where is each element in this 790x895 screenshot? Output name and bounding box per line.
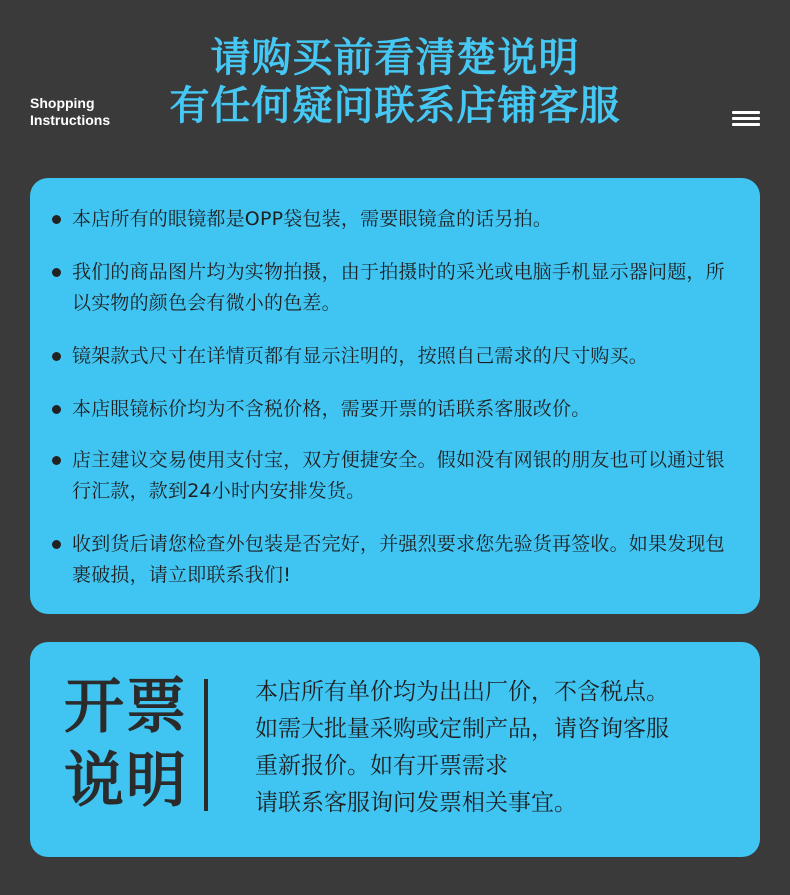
brand-label [30, 95, 110, 129]
note-text: 收到货后请您检查外包装是否完好，并强烈要求您先验货再签收。如果发现包裹破损，请立即联系我们! [72, 533, 725, 586]
note-text: 镜架款式尺寸在详情页都有显示注明的，按照自己需求的尺寸购买。 [72, 345, 649, 367]
list-item [52, 445, 740, 507]
bullet-icon [52, 405, 61, 414]
list-item [52, 204, 740, 235]
title-line-1: 请购买前看清楚说明 [210, 35, 580, 81]
brand-line-1: Shopping [30, 95, 95, 111]
invoice-card [30, 642, 760, 857]
vertical-divider [204, 679, 208, 811]
note-text: 店主建议交易使用支付宝，双方便捷安全。假如没有网银的朋友也可以通过银行汇款，款到24小时内安排发货。 [72, 449, 725, 502]
title-line-2: 有任何疑问联系店铺客服 [169, 83, 621, 129]
invoice-heading [64, 670, 188, 818]
menu-icon[interactable] [732, 111, 760, 127]
list-item [52, 341, 740, 372]
note-text: 我们的商品图片均为实物拍摄，由于拍摄时的采光或电脑手机显示器问题，所以实物的颜色会有微小的色差。 [72, 261, 725, 314]
page-title [150, 34, 640, 130]
bullet-icon [52, 215, 61, 224]
invoice-line: 请联系客服询问发票相关事宜。 [255, 790, 577, 816]
invoice-heading-line-2: 说明 [64, 746, 188, 816]
bullet-icon [52, 268, 61, 277]
invoice-heading-line-1: 开票 [64, 672, 188, 742]
list-item [52, 257, 740, 319]
notes-list [52, 204, 740, 591]
invoice-line: 重新报价。如有开票需求 [255, 753, 508, 779]
invoice-line: 如需大批量采购或定制产品，请咨询客服 [255, 716, 669, 742]
note-text: 本店眼镜标价均为不含税价格，需要开票的话联系客服改价。 [72, 398, 591, 420]
list-item [52, 529, 740, 591]
shopping-notes-card [30, 178, 760, 614]
note-text: 本店所有的眼镜都是OPP袋包装，需要眼镜盒的话另拍。 [72, 208, 553, 230]
bullet-icon [52, 540, 61, 549]
brand-line-2: Instructions [30, 112, 111, 128]
bullet-icon [52, 456, 61, 465]
invoice-description [255, 674, 669, 822]
page-header [0, 0, 790, 170]
bullet-icon [52, 352, 61, 361]
list-item [52, 394, 740, 425]
invoice-line: 本店所有单价均为出出厂价，不含税点。 [255, 679, 669, 705]
